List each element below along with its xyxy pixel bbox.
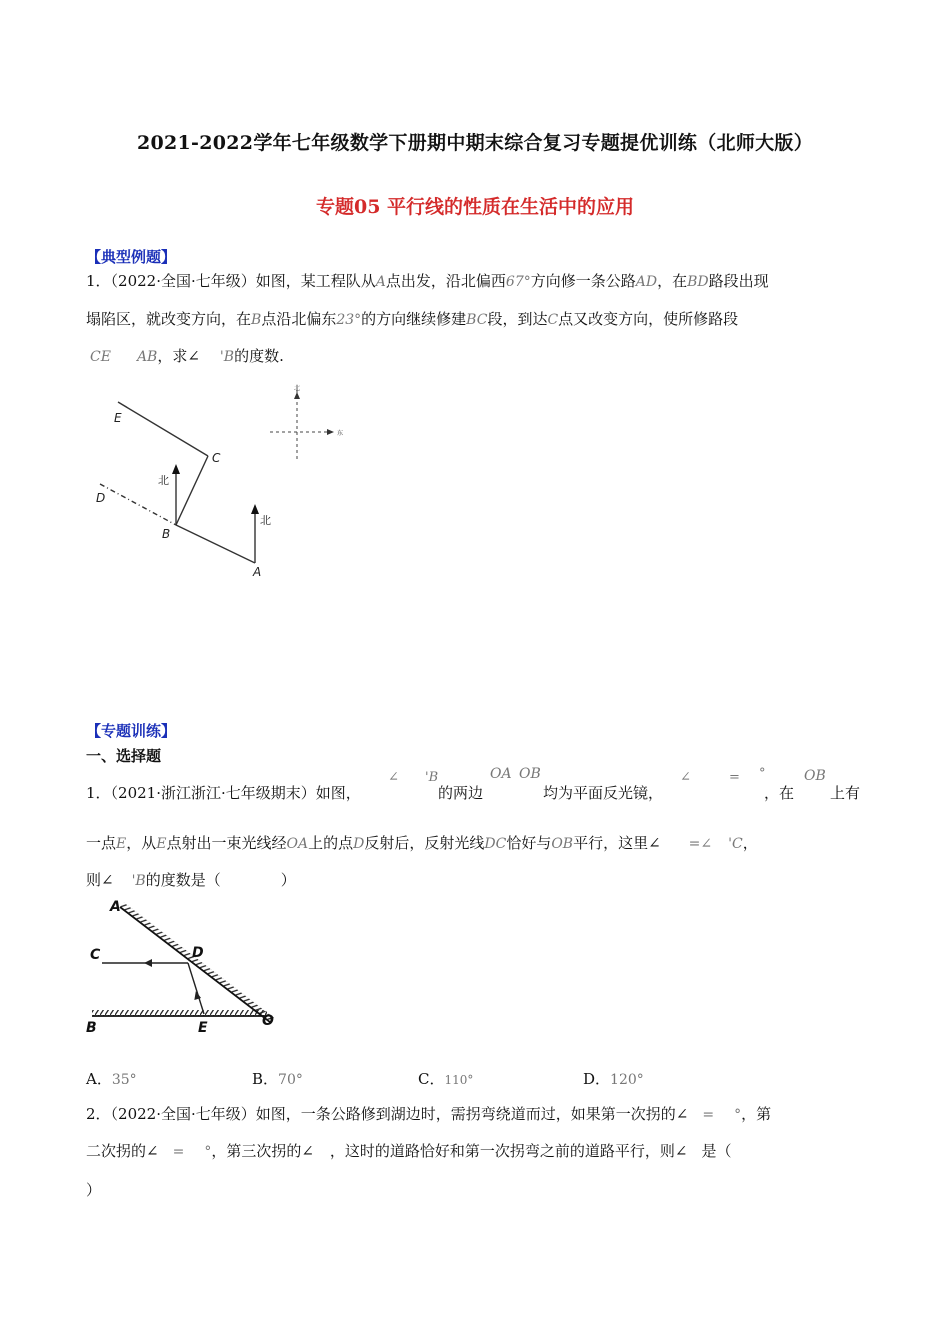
math-ab: AB [136, 349, 158, 365]
math-eq: = [702, 1107, 715, 1123]
math-deg: ° [204, 1144, 212, 1160]
text: 塌陷区，就改变方向，在 [86, 310, 252, 328]
compass [270, 390, 332, 462]
example-figure [80, 380, 380, 580]
option-letter: A． [86, 1070, 112, 1088]
option-value: 110° [444, 1073, 474, 1087]
text: 的两边 [438, 784, 484, 802]
math-c-frag: 'C [728, 836, 743, 852]
north-arrow-b-head [172, 464, 180, 474]
text: 2．（2022·全国·七年级）如图，一条公路修到湖边时，需拐弯绕道而过，如果第一次拐的∠ [86, 1105, 689, 1123]
compass-north-head [294, 392, 300, 399]
option-value: 70° [278, 1072, 303, 1088]
math-e2: E [156, 836, 167, 852]
text: 反射后，反射光线 [364, 834, 485, 852]
segment-db-dashed [100, 484, 176, 525]
text: 一点 [86, 834, 117, 852]
text: 点射出一束光线经 [166, 834, 287, 852]
mirror-figure [80, 895, 290, 1045]
option-letter: C． [418, 1070, 445, 1088]
text: 点沿北偏东 [261, 310, 337, 328]
math-ad: AD [635, 274, 658, 290]
label-e: E [114, 411, 122, 425]
math-angle-sym2: ∠ [680, 770, 691, 785]
compass-north-label: 北 [294, 385, 301, 392]
segment-cb [176, 456, 208, 525]
mirror-oa [120, 907, 271, 1023]
example-q1-line1 [86, 271, 769, 292]
text: 1．（2022·全国·七年级）如图，某工程队从 [86, 272, 376, 290]
compass-east-label: 东 [337, 430, 344, 437]
math-eq-angle: =∠ [688, 836, 713, 852]
option-b[interactable] [252, 1068, 303, 1089]
label-c: C [90, 947, 101, 963]
example-q1-line2 [86, 309, 738, 330]
text: ，第三次拐的∠ [211, 1142, 314, 1160]
compass-east-head [327, 429, 334, 435]
part-choice-label: 一、选择题 [86, 747, 162, 765]
section-training-label: 【专题训练】 [86, 722, 177, 740]
label-d: D [96, 491, 106, 505]
text: 方向修一条公路 [530, 272, 636, 290]
option-value: 35° [111, 1072, 137, 1088]
label-a: A [253, 565, 262, 579]
option-letter: B． [252, 1070, 279, 1088]
label-b: B [86, 1020, 97, 1036]
math-b-frag2: 'B [131, 873, 146, 889]
text: 点出发，沿北偏西 [385, 272, 506, 290]
math-angle-23: 23° [336, 312, 362, 328]
math-bc: BC [466, 312, 488, 328]
math-c: C [547, 312, 559, 328]
ray-dc-arrow [144, 959, 152, 967]
math-oa: OA [490, 766, 512, 782]
training-q1-line1 [86, 783, 361, 803]
text: 均为平面反光镜， [543, 784, 664, 802]
text: 路段出现 [708, 272, 769, 290]
math-b: B [251, 312, 262, 328]
math-deg: ° [759, 766, 766, 781]
option-a[interactable] [86, 1068, 137, 1089]
example-q1-line3 [90, 346, 284, 367]
math-angle-67: 67° [505, 274, 531, 290]
math-b-frag: 'B [219, 349, 235, 365]
option-d[interactable] [583, 1068, 644, 1089]
math-ob: OB [519, 766, 541, 782]
math-oa2: OA [286, 836, 309, 852]
text: ，在 [657, 272, 688, 290]
training-q1-line3 [86, 870, 296, 891]
math-ob3: OB [551, 836, 574, 852]
math-deg: ° [734, 1107, 742, 1123]
segment-ba [176, 525, 255, 563]
math-d: D [353, 836, 365, 852]
text: ，求∠ [157, 347, 200, 365]
training-q2-line3: ） [86, 1181, 102, 1199]
mirror-ob-hatch [92, 1010, 267, 1016]
math-ce: CE [90, 349, 111, 365]
label-o: O [262, 1013, 274, 1029]
text: 则∠ [86, 871, 114, 889]
page-title: 2021-2022学年七年级数学下册期中期末综合复习专题提优训练（北师大版） [136, 132, 814, 154]
math-eq: = [729, 770, 740, 785]
text: ，这时的道路恰好和第一次拐弯之前的道路平行，则∠ [329, 1142, 688, 1160]
math-eq: = [172, 1144, 185, 1160]
section-example-label: 【典型例题】 [86, 248, 177, 266]
label-e: E [198, 1020, 208, 1036]
text: ，第 [741, 1105, 772, 1123]
text: 点又改变方向，使所修路段 [558, 310, 739, 328]
label-north-b: 北 [158, 474, 169, 487]
text: 的度数. [234, 347, 284, 365]
text: 上的点 [308, 834, 354, 852]
label-c: C [212, 451, 221, 465]
training-q2-line1 [86, 1104, 771, 1125]
north-arrow-a-head [251, 504, 259, 514]
math-e: E [116, 836, 127, 852]
text: 1．（2021·浙江浙江·七年级期末）如图， [86, 784, 361, 802]
training-q2-line2 [86, 1141, 731, 1162]
text: 段，到达 [487, 310, 548, 328]
text: ， [742, 834, 758, 852]
training-q1-line2 [86, 833, 758, 854]
math-a: A [375, 274, 386, 290]
math-dc: DC [484, 836, 507, 852]
label-d: D [192, 945, 204, 961]
math-ob-frag: 'B [425, 770, 439, 785]
option-value: 120° [610, 1072, 644, 1088]
text: ，在 [764, 784, 795, 802]
text: 平行，这里∠ [573, 834, 661, 852]
text: 是（ [701, 1142, 732, 1160]
label-a: A [110, 899, 121, 915]
text: 上有 [830, 784, 861, 802]
label-b: B [162, 527, 171, 541]
option-c[interactable] [418, 1068, 473, 1089]
text: 恰好与 [506, 834, 552, 852]
option-letter: D． [583, 1070, 611, 1088]
math-angle-sym: ∠ [388, 770, 399, 785]
text: 的方向继续修建 [361, 310, 467, 328]
math-ob2: OB [804, 768, 826, 784]
text: 的度数是（ ） [145, 871, 296, 889]
math-bd: BD [687, 274, 709, 290]
topic-title: 专题05 平行线的性质在生活中的应用 [315, 196, 635, 218]
label-north-a: 北 [260, 514, 271, 527]
segment-ec [118, 402, 208, 456]
text: 二次拐的∠ [86, 1142, 159, 1160]
text: ，从 [126, 834, 157, 852]
